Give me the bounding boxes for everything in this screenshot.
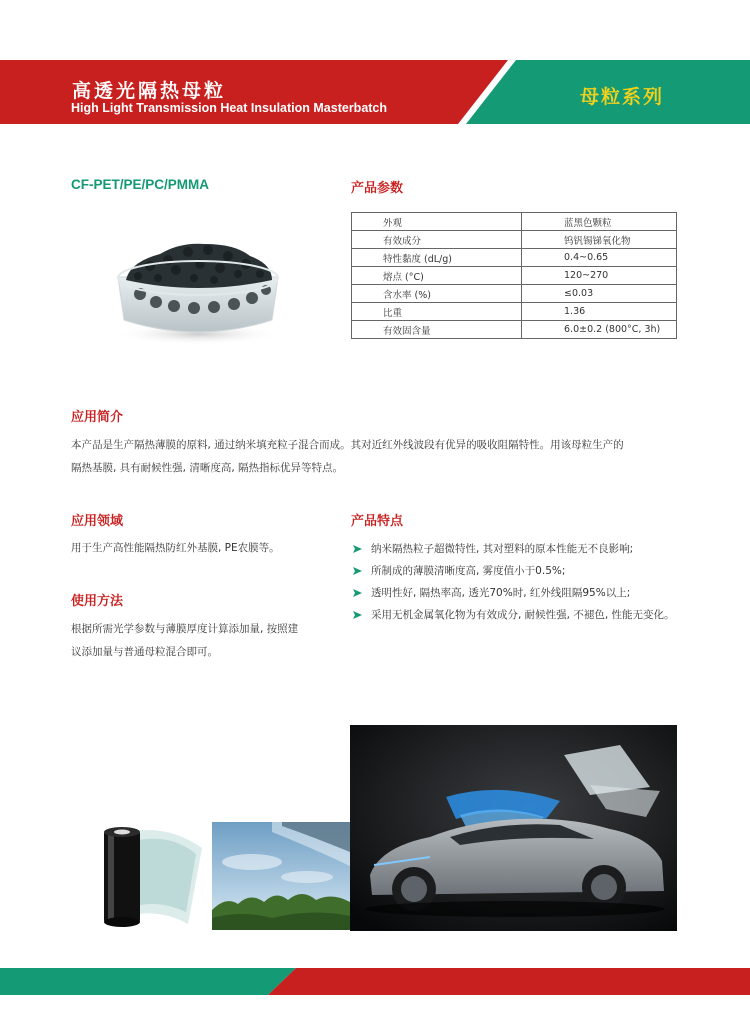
series-label: 母粒系列 (580, 86, 665, 108)
intro-heading: 应用简介 (71, 410, 124, 425)
arrow-icon (353, 567, 362, 575)
param-key: 比重 (352, 303, 522, 321)
car-image (350, 725, 677, 931)
list-item: 透明性好, 隔热率高, 透光70%时, 红外线阻隔95%以上; (353, 582, 683, 604)
param-value: 0.4~0.65 (522, 249, 677, 267)
list-item: 所制成的薄膜清晰度高, 雾度值小于0.5%; (353, 560, 683, 582)
usage-heading: 使用方法 (71, 594, 124, 609)
table-row (352, 213, 677, 231)
table-row (352, 285, 677, 303)
list-item: 纳米隔热粒子超微特性, 其对塑料的原本性能无不良影响; (353, 538, 683, 560)
table-row (352, 249, 677, 267)
list-item: 采用无机金属氧化物为有效成分, 耐候性强, 不褪色, 性能无变化。 (353, 604, 683, 626)
param-key: 熔点 (°C) (352, 267, 522, 285)
params-heading: 产品参数 (351, 181, 404, 196)
page-title: 高透光隔热母粒 (72, 80, 227, 102)
film-roll-image (68, 820, 208, 930)
param-key: 含水率 (%) (352, 285, 522, 303)
features-heading: 产品特点 (351, 514, 404, 529)
param-value: ≤0.03 (522, 285, 677, 303)
param-key: 有效成分 (352, 231, 522, 249)
table-row (352, 267, 677, 285)
intro-text (71, 434, 691, 480)
usage-line: 根据所需光学参数与薄膜厚度计算添加量, 按照建 (71, 623, 299, 635)
param-value: 120~270 (522, 267, 677, 285)
param-key: 有效固含量 (352, 321, 522, 339)
table-row (352, 231, 677, 249)
param-key: 特性黏度 (dL/g) (352, 249, 522, 267)
fields-text: 用于生产高性能隔热防红外基膜, PE农膜等。 (71, 542, 280, 554)
param-value: 6.0±0.2 (800°C, 3h) (522, 321, 677, 339)
page-subtitle: High Light Transmission Heat Insulation Masterbatch (71, 101, 388, 115)
intro-line: 本产品是生产隔热薄膜的原料, 通过纳米填充粒子混合而成。其对近红外线波段有优异的吸收阻隔特性。用该母粒生产的 (71, 439, 624, 451)
fields-heading: 应用领域 (71, 514, 124, 529)
features-list (353, 538, 683, 626)
intro-line: 隔热基膜, 具有耐候性强, 清晰度高, 隔热指标优异等特点。 (71, 462, 344, 474)
param-value: 1.36 (522, 303, 677, 321)
footer-band (0, 968, 750, 995)
landscape-film-image (212, 822, 350, 930)
arrow-icon (353, 611, 362, 619)
param-value: 钨钒锡锑氧化物 (522, 231, 677, 249)
usage-line: 议添加量与普通母粒混合即可。 (71, 646, 218, 658)
arrow-icon (353, 589, 362, 597)
pellet-dish-image (110, 222, 286, 347)
param-key: 外观 (352, 213, 522, 231)
table-row (352, 321, 677, 339)
param-value: 蓝黑色颗粒 (522, 213, 677, 231)
params-table (351, 212, 677, 339)
table-row (352, 303, 677, 321)
usage-text (71, 618, 341, 664)
arrow-icon (353, 545, 362, 553)
product-code: CF-PET/PE/PC/PMMA (71, 177, 210, 192)
